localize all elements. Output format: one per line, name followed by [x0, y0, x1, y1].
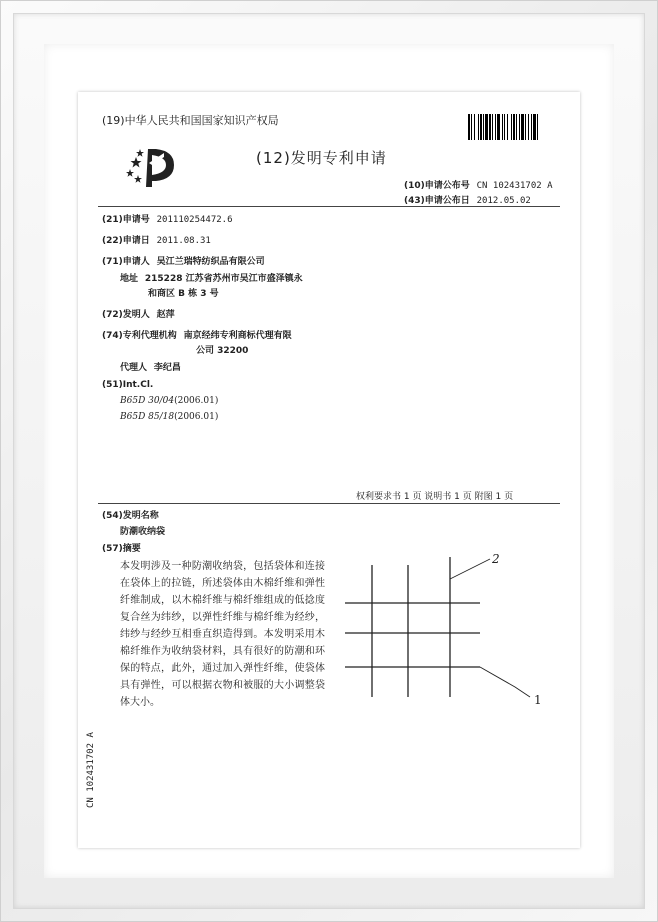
- intcl-2: [120, 412, 218, 422]
- pub-number: CN 102431702 A: [476, 181, 553, 191]
- barcode: [468, 114, 558, 140]
- agent: 李纪昌: [153, 363, 181, 373]
- title-label: (54)发明名称: [102, 511, 159, 521]
- barcode-stripe: [538, 114, 540, 140]
- address-row: [120, 271, 303, 284]
- address-line2: 和商区 B 栋 3 号: [148, 289, 219, 299]
- intcl-label: (51)Int.Cl.: [102, 380, 154, 390]
- filing-date: 2011.08.31: [156, 236, 211, 246]
- inventor-label: (72)发明人: [102, 310, 150, 320]
- intcl-1: [120, 396, 218, 406]
- applicant-row: [102, 254, 265, 267]
- biblio-divider: [98, 503, 560, 504]
- applicant-label: (71)申请人: [102, 257, 150, 267]
- abstract-text: 本发明涉及一种防潮收纳袋，包括袋体和连接在袋体上的拉链，所述袋体由木棉纤维和弹性纤维制成，以木棉纤维与棉纤维组成的低捻度复合丝为纬纱，以弹性纤维与棉纤维为经纱，纬纱与经纱互相垂直织造得到。本发明采用木棉纤维作为收纳袋材料，具有很好的防潮和环保的特点，此外，通过加入弹性纤维，使袋体具有弹性，可以根据衣物和被服的大小调整袋体大小。: [120, 561, 325, 708]
- office-name: (19)中华人民共和国国家知识产权局: [102, 114, 279, 127]
- intcl-1-code: B65D 30/04: [120, 396, 175, 406]
- leader-line-2: [450, 559, 490, 579]
- leader-line-1: [480, 667, 530, 697]
- agent-label: 代理人: [120, 363, 148, 373]
- filing-date-label: (22)申请日: [102, 236, 150, 246]
- intcl-1-version: (2006.01): [174, 396, 219, 406]
- agency-line2: 公司 32200: [196, 346, 249, 356]
- pub-number-row: [404, 178, 553, 191]
- intcl-2-code: B65D 85/18: [120, 412, 175, 422]
- address-label: 地址: [120, 274, 139, 284]
- inventor-row: [102, 307, 175, 320]
- pub-date-row: [404, 193, 531, 206]
- agent-row: [120, 360, 181, 373]
- abstract-label: (57)摘要: [102, 544, 141, 554]
- pub-date-label: (43)申请公布日: [404, 196, 470, 206]
- patent-page: [78, 92, 580, 848]
- applicant: 吴江兰瑞特纺织品有限公司: [156, 257, 265, 267]
- document-type: (12)发明专利申请: [256, 149, 387, 167]
- agency-label: (74)专利代理机构: [102, 331, 177, 341]
- app-no-label: (21)申请号: [102, 215, 150, 225]
- cnipa-logo-icon: [126, 145, 182, 187]
- intcl-2-version: (2006.01): [174, 412, 219, 422]
- page-counts: 权利要求书 1 页 说明书 1 页 附图 1 页: [356, 492, 514, 502]
- agency-line1: 南京经纬专利商标代理有限: [183, 331, 292, 341]
- pub-number-label: (10)申请公布号: [404, 181, 470, 191]
- app-no-row: [102, 212, 233, 225]
- figure-label-1: 1: [534, 693, 542, 707]
- address-line1: 215228 江苏省苏州市吴江市盛泽镇永: [144, 274, 303, 284]
- invention-title: 防潮收纳袋: [120, 527, 166, 537]
- inventor: 赵萍: [156, 310, 175, 320]
- pub-date: 2012.05.02: [476, 196, 531, 206]
- filing-date-row: [102, 233, 211, 246]
- figure-label-2: 2: [492, 552, 500, 566]
- agency-row: [102, 328, 292, 341]
- app-no: 201110254472.6: [156, 215, 233, 225]
- figure-drawing: [340, 547, 550, 722]
- side-publication-number: CN 102431702 A: [86, 732, 96, 808]
- header-divider: [98, 206, 560, 207]
